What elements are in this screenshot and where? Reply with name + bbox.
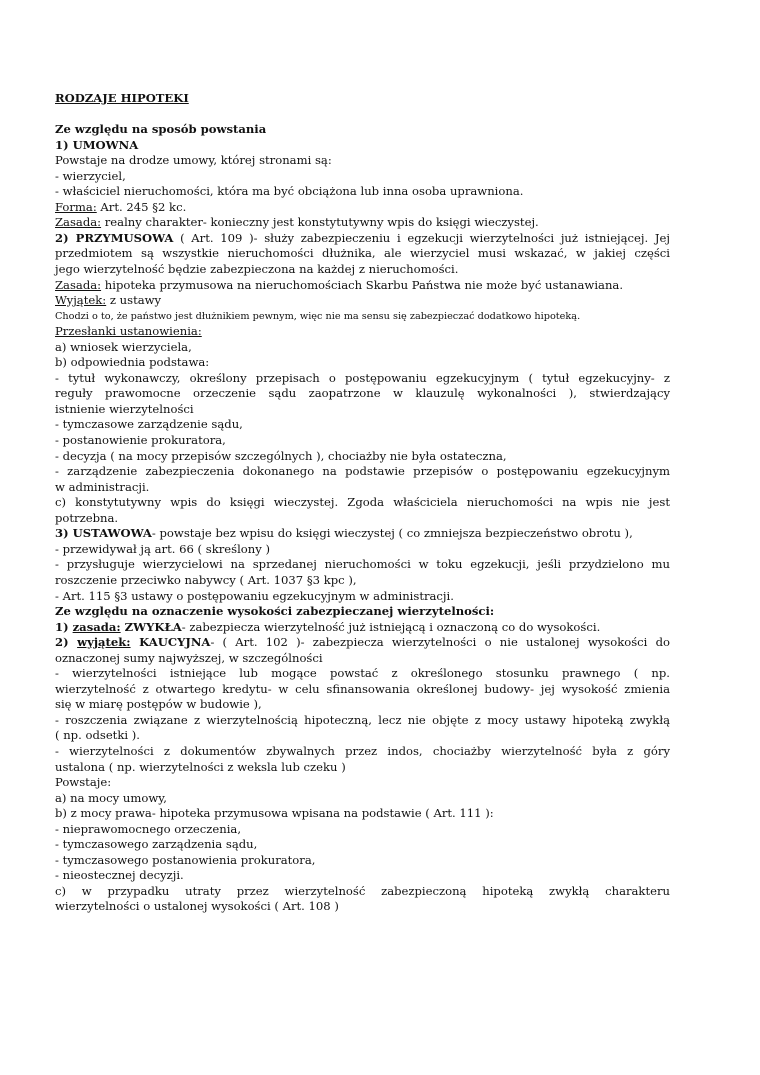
zwykla-heading: ZWYKŁA (120, 619, 182, 634)
zasada-label: Zasada: (55, 277, 102, 292)
kaucyjna-text: - ( Art. 102 )- zabezpiecza wierzytelności o nie ustalonej wysokości do (210, 635, 670, 650)
ustawowa-line (55, 526, 670, 542)
text-line: jego wierzytelność będzie zabezpieczona na każdej z nieruchomości. (55, 262, 459, 277)
text-line: ( np. odsetki ). (55, 728, 140, 743)
text-line: b) odpowiednia podstawa: (55, 355, 210, 370)
text-line: roszczenie przeciwko nabywcy ( Art. 1037 §3 kpc ), (55, 572, 357, 587)
wyjatek-text: z ustawy (106, 293, 162, 308)
przymusowa-text: ( Art. 109 )- służy zabezpieczeniu i egzekucji wierzytelności już istniejącej. Jej (173, 230, 670, 245)
text-line: potrzebna. (55, 510, 119, 525)
note-line: Chodzi o to, że państwo jest dłużnikiem pewnym, więc nie ma sensu się zabezpieczać dodatkowo hipoteką. (55, 310, 581, 322)
text-line: przedmiotem są wszystkie nieruchomości dłużnika, ale wierzyciel musi wskazać, w jakiej części (55, 246, 670, 261)
text-line: się w miarę postępów w budowie ), (55, 697, 262, 712)
kaucyjna-heading: KAUCYJNA (130, 635, 211, 650)
forma-label: Forma: (55, 199, 97, 214)
spacer (55, 107, 670, 123)
text-line: - tymczasowego zarządzenia sądu, (55, 837, 258, 852)
text-line: a) na mocy umowy, (55, 790, 167, 805)
text-line: - wierzytelności z dokumentów zbywalnych przez indos, chociażby wierzytelność była z góry (55, 743, 670, 758)
ustawowa-text: - powstaje bez wpisu do księgi wieczystej ( co zmniejsza bezpieczeństwo obrotu ), (151, 526, 633, 541)
zwykla-line (55, 620, 670, 636)
zasada-label: Zasada: (55, 215, 102, 230)
text-line: wierzytelności o ustalonej wysokości ( Art. 108 ) (55, 899, 339, 914)
wyjatek-line (55, 293, 670, 309)
text-line: reguły prawomocne orzeczenie sądu zaopatrzone w klauzulę wykonalności ), stwierdzający (55, 386, 670, 401)
item-number: 2) (55, 635, 78, 650)
zasada-line (55, 278, 670, 294)
document-title: RODZAJE HIPOTEKI (55, 91, 189, 105)
text-line: - tytuł wykonawczy, określony przepisach o postępowaniu egzekucyjnym ( tytuł egzekucyjny- z (55, 370, 670, 385)
section-heading-origin: Ze względu na sposób powstania (55, 122, 267, 137)
text-line: ustalona ( np. wierzytelności z weksla lub czeku ) (55, 759, 346, 774)
przeslanki-label: Przesłanki ustanowienia: (55, 324, 202, 339)
text-line: - zarządzenie zabezpieczenia dokonanego na podstawie przepisów o postępowaniu egzekucyjnym (55, 464, 670, 479)
zasada-text: realny charakter- konieczny jest konstytutywny wpis do księgi wieczystej. (101, 215, 539, 230)
text-line: - tymczasowego postanowienia prokuratora, (55, 852, 316, 867)
zasada-label: zasada: (72, 619, 121, 634)
section-heading-amount: Ze względu na oznaczenie wysokości zabezpieczanej wierzytelności: (55, 604, 495, 619)
forma-text: Art. 245 §2 kc. (96, 199, 187, 214)
text-line: Powstaje: (55, 775, 112, 790)
wyjatek-label: Wyjątek: (55, 293, 107, 308)
text-line: wierzytelność z otwartego kredytu- w celu sfinansowania określonej budowy- jej wysokość zmienia (55, 681, 670, 696)
text-line: - tymczasowe zarządzenie sądu, (55, 417, 243, 432)
text-line: c) w przypadku utraty przez wierzytelność zabezpieczoną hipoteką zwykłą charakteru (55, 883, 670, 898)
text-line: istnienie wierzytelności (55, 401, 194, 416)
text-line: c) konstytutywny wpis do księgi wieczystej. Zgoda właściciela nieruchomości na wpis nie jest (55, 495, 670, 510)
text-line: - roszczenia związane z wierzytelnością hipoteczną, lecz nie objęte z mocy ustawy hipoteką zwykłą (55, 712, 670, 727)
text-line: - przysługuje wierzycielowi na sprzedanej nieruchomości w toku egzekucji, jeśli przydzielono mu (55, 557, 670, 572)
text-line: - właściciel nieruchomości, która ma być obciążona lub inna osoba uprawniona. (55, 184, 524, 199)
zwykla-text: - zabezpiecza wierzytelność już istniejącą i oznaczoną co do wysokości. (181, 619, 601, 634)
text-line: a) wniosek wierzyciela, (55, 339, 192, 354)
przymusowa-heading: 2) PRZYMUSOWA (55, 230, 174, 245)
text-line: oznaczonej sumy najwyższej, w szczególności (55, 650, 323, 665)
text-line: b) z mocy prawa- hipoteka przymusowa wpisana na podstawie ( Art. 111 ): (55, 806, 494, 821)
zasada-text: hipoteka przymusowa na nieruchomościach Skarbu Państwa nie może być ustanawiana. (101, 277, 624, 292)
przymusowa-line (55, 231, 670, 247)
wyjatek-label: wyjątek: (77, 635, 131, 650)
kaucyjna-line (55, 635, 670, 651)
item-number: 1) (55, 619, 73, 634)
text-line: Powstaje na drodze umowy, której stronami są: (55, 153, 332, 168)
text-line: - decyzja ( na mocy przepisów szczególnych ), chociażby nie była ostateczna, (55, 448, 507, 463)
text-line: w administracji. (55, 479, 150, 494)
text-line: - Art. 115 §3 ustawy o postępowaniu egzekucyjnym w administracji. (55, 588, 454, 603)
umowna-heading: 1) UMOWNA (55, 137, 139, 152)
text-line: - nieostecznej decyzji. (55, 868, 184, 883)
text-line: - nieprawomocnego orzeczenia, (55, 821, 242, 836)
forma-line (55, 200, 670, 216)
document-page (55, 91, 670, 915)
zasada-line (55, 215, 670, 231)
ustawowa-heading: 3) USTAWOWA (55, 526, 152, 541)
text-line: - wierzyciel, (55, 168, 126, 183)
text-line: - wierzytelności istniejące lub mogące powstać z określonego stosunku prawnego ( np. (55, 666, 670, 681)
text-line: - postanowienie prokuratora, (55, 433, 226, 448)
text-line: - przewidywał ją art. 66 ( skreślony ) (55, 541, 270, 556)
